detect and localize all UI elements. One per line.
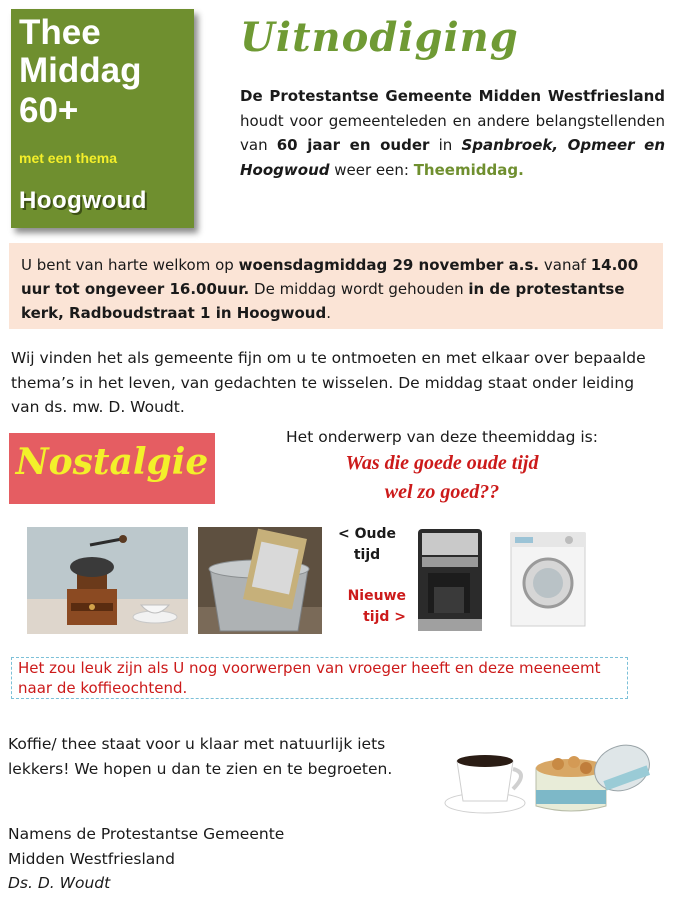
welcome-box <box>9 243 663 329</box>
logo-line-60plus: 60+ <box>19 91 79 130</box>
nostalgie-banner <box>9 433 215 504</box>
intro-part: houdt voor gemeenteleden en andere belangstellenden van <box>240 111 665 154</box>
washboard-image <box>198 527 322 634</box>
intro-text <box>240 84 665 182</box>
welcome-part: . <box>326 304 332 322</box>
event-name: Theemiddag. <box>413 160 524 179</box>
event-location: in de protestantse kerk, Radboudstraat 1 in Hoogwoud <box>21 280 625 322</box>
nostalgie-text: Nostalgie <box>15 441 209 483</box>
intro-part: in <box>429 136 462 154</box>
villages: Spanbroek, Opmeer en Hoogwoud <box>240 136 666 179</box>
subject-label: Het onderwerp van deze theemiddag is: <box>286 428 598 446</box>
age-group: 60 jaar en ouder <box>276 136 430 154</box>
signature-line2: Midden Westfriesland <box>8 849 175 868</box>
signature <box>8 822 284 896</box>
logo-line-thee: Thee <box>19 13 101 52</box>
welcome-part: vanaf <box>539 256 591 274</box>
welcome-part: U bent van harte welkom op <box>21 256 239 274</box>
cookie-tin-image <box>530 738 656 816</box>
coffee-grinder-image <box>27 527 188 634</box>
old-time-label: < Oude tijd <box>338 526 396 563</box>
logo-theme: met een thema <box>19 150 118 166</box>
washing-machine-image <box>509 531 587 628</box>
invitation-title: Uitnodiging <box>240 14 519 61</box>
coffee-cup-image <box>443 741 531 817</box>
subject-title-line2: wel zo goed?? <box>384 481 500 503</box>
logo-place: Hoogwoud <box>19 187 147 214</box>
logo-line-middag: Middag <box>19 51 142 90</box>
coffee-text: Koffie/ thee staat voor u klaar met natuurlijk iets lekkers! We hopen u dan te zien en te begroeten. <box>8 735 393 778</box>
signature-line1: Namens de Protestantse Gemeente <box>8 825 285 843</box>
event-time: 14.00 uur tot ongeveer 16.00uur. <box>21 256 639 298</box>
bring-items-note: Het zou leuk zijn als U nog voorwerpen van vroeger heeft en deze meeneemt naar de koffieochtend. <box>11 657 628 699</box>
new-time-label: Nieuwe tijd > <box>347 588 406 625</box>
org-name: De Protestantse Gemeente Midden Westfriesland <box>240 87 665 105</box>
coffee-machine-image <box>414 527 486 634</box>
subject-title-line1: Was die goede oude tijd <box>345 452 539 474</box>
event-date: woensdagmiddag 29 november a.s. <box>238 256 540 274</box>
logo-badge <box>11 9 194 228</box>
intro-part: weer een: <box>329 160 414 179</box>
signature-name: Ds. D. Woudt <box>8 874 111 892</box>
welcome-part: De middag wordt gehouden <box>249 280 469 298</box>
intro-paragraph: Wij vinden het als gemeente fijn om u te ontmoeten en met elkaar over bepaalde thema’s in het leven, van gedachten te wisselen. De middag staat onder leiding van ds. mw. D. Woudt. <box>11 349 646 416</box>
